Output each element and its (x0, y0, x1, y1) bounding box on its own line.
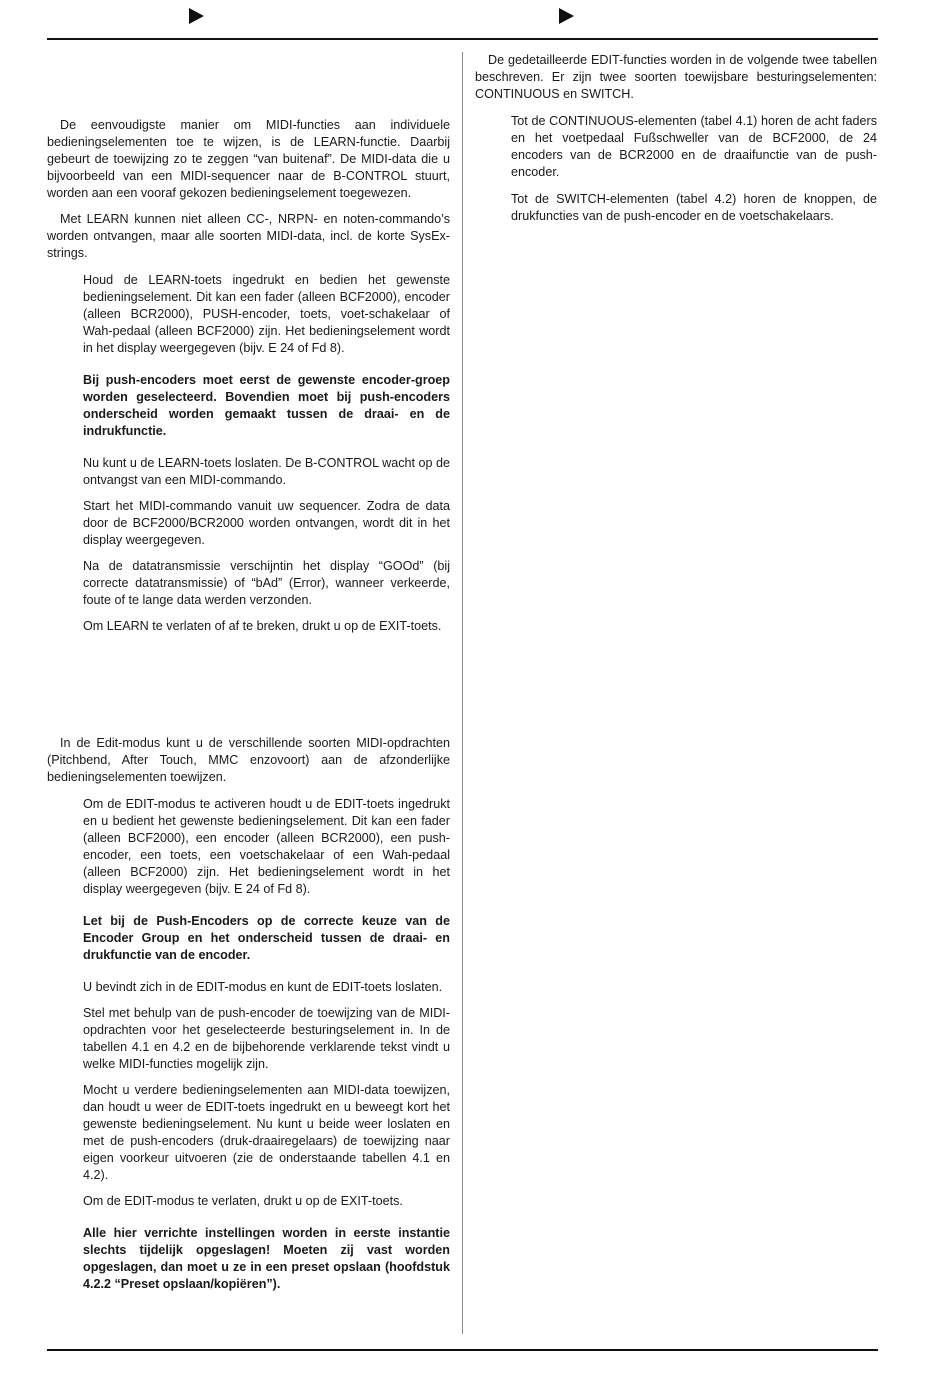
header-rule (47, 38, 878, 40)
learn-step: Om LEARN te verlaten of af te breken, drukt u op de EXIT-toets. (83, 619, 442, 633)
arrow-right-icon (559, 8, 574, 24)
edit-step: Mocht u verdere bedieningselementen aan MIDI-data toewijzen, dan houdt u weer de EDIT-toets ingedrukt en u beweegt kort het gewenste bedieningselement. Nu kunt u beide weer loslaten en met de push-encoders (druk-draairegelaars) de toewijzing naar eigen voorkeur uitvoeren (zie de onderstaande tabellen 4.1 en 4.2). (83, 1083, 450, 1182)
learn-step: Start het MIDI-commando vanuit uw sequencer. Zodra de data door de BCF2000/BCR2000 worden ontvangen, wordt dit in het display weergegeven. (83, 499, 450, 547)
edit-step: U bevindt zich in de EDIT-modus en kunt de EDIT-toets loslaten. (83, 980, 443, 994)
edit-step: Om de EDIT-modus te verlaten, drukt u op de EXIT-toets. (83, 1194, 403, 1208)
edit-functions-section (475, 52, 877, 225)
edit-section (47, 735, 450, 1293)
learn-note: Bij push-encoders moet eerst de gewenste encoder-groep worden geselecteerd. Bovendien moet bij push-encoders onderscheid worden gemaakt tussen de draai- en de indrukfunctie. (83, 373, 450, 438)
learn-intro-paragraph: Met LEARN kunnen niet alleen CC-, NRPN- en noten-commando’s worden ontvangen, maar alle soorten MIDI-data, incl. de korte SysEx-strings. (47, 212, 450, 260)
edit-step: Stel met behulp van de push-encoder de toewijzing van de MIDI-opdrachten voor het geselecteerde besturingselement in. In de tabellen 4.1 en 4.2 en de bijbehorende verklarende tekst vindt u welke MIDI-functies mogelijk zijn. (83, 1006, 450, 1071)
learn-step: Na de datatransmissie verschijntin het display “GOOd” (bij correcte datatransmissie) of “bAd” (Error), wanneer verkeerde, foute of te lange data werden verzonden. (83, 559, 450, 607)
edit-note: Let bij de Push-Encoders op de correcte keuze van de Encoder Group en het onderscheid tussen de draai- en drukfunctie van de encoder. (83, 914, 450, 962)
learn-step: Nu kunt u de LEARN-toets loslaten. De B-CONTROL wacht op de ontvangst van een MIDI-commando. (83, 456, 451, 487)
learn-intro-paragraph: De eenvoudigste manier om MIDI-functies aan individuele bedieningselementen toe te wijzen, is de LEARN-functie. Daarbij gebeurt de toewijzing zo te zeggen “van buitenaf”. De MIDI-data die u bijvoorbeeld van een MIDI-sequencer naar de B-CONTROL stuurt, worden aan een vooraf gekozen bedieningselement toegewezen. (47, 118, 450, 200)
edit-intro-paragraph: In de Edit-modus kunt u de verschillende soorten MIDI-opdrachten (Pitchbend, After Touch, MMC enzovoort) aan de afzonderlijke bedieningselementen toewijzen. (47, 736, 450, 784)
edit-note: Alle hier verrichte instellingen worden in eerste instantie slechts tijdelijk opgeslagen! Moeten zij vast worden opgeslagen, dan moet u ze in een preset opslaan (hoofdstuk 4.2.2 “Preset opslaan/kopiëren”). (83, 1226, 450, 1291)
learn-section (47, 117, 450, 635)
learn-step: Houd de LEARN-toets ingedrukt en bedien het gewenste bedieningselement. Dit kan een fader (alleen BCF2000), encoder (alleen BCR2000), PUSH-encoder, toets, voet-schakelaar of Wah-pedaal (alleen BCF2000) zijn. Het bedieningselement wordt in het display weergegeven (bijv. E 24 of Fd 8). (83, 273, 450, 355)
edit-functions-intro: De gedetailleerde EDIT-functies worden in de volgende twee tabellen beschreven. Er zijn twee soorten toewijsbare besturingselementen: CONTINUOUS en SWITCH. (475, 53, 877, 101)
switch-elements-item: Tot de SWITCH-elementen (tabel 4.2) horen de knoppen, de drukfuncties van de push-encoder en de voetschakelaars. (511, 192, 877, 223)
continuous-elements-item: Tot de CONTINUOUS-elementen (tabel 4.1) horen de acht faders en het voetpedaal Fußschweller van de BCF2000, de 24 encoders van de BCR2000 en de draaifunctie van de push-encoder. (511, 114, 877, 179)
arrow-right-icon (189, 8, 204, 24)
footer-rule (47, 1349, 878, 1351)
column-divider (462, 52, 463, 1334)
edit-step: Om de EDIT-modus te activeren houdt u de EDIT-toets ingedrukt en u bedient het gewenste bedieningselement. Dit kan een fader (alleen BCF2000), een encoder (alleen BCR2000), een push-encoder, een toets, een voetschakelaar of een Wah-pedaal (alleen BCF2000) zijn. Het bedieningselement wordt in het display weergegeven (bijv. E 24 of Fd 8). (83, 797, 450, 896)
